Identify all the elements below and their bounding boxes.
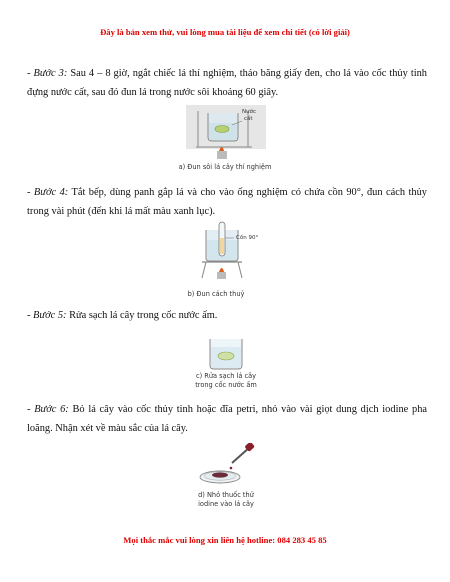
figure-rinsing-leaf bbox=[206, 337, 246, 371]
footer-hotline bbox=[0, 535, 450, 545]
water-label-1: Nước bbox=[242, 109, 256, 115]
figure-iodine-dropping bbox=[196, 443, 260, 487]
figure-c-caption-2: trong cốc nước ấm bbox=[195, 381, 257, 389]
footer-prefix: Mọi thắc mắc vui lòng xin liên hệ hotline: bbox=[123, 535, 278, 545]
preview-notice: Đây là bản xem thử, vui lòng mua tài liệu để xem chi tiết (có lời giải) bbox=[100, 27, 350, 37]
figure-water-bath bbox=[198, 220, 258, 282]
figure-c-caption-1: c) Rửa sạch lá cây bbox=[195, 372, 257, 380]
step-3-label: - Bước 3: bbox=[27, 68, 68, 79]
step-6-text: Bỏ lá cây vào cốc thủy tinh hoặc đĩa petri, nhỏ vào vài giọt dung dịch iodine pha loãng. Nhận xét về màu sắc của lá cây. bbox=[27, 404, 427, 434]
figure-b-caption: b) Đun cách thuỷ bbox=[187, 290, 245, 298]
step-6-label: - Bước 6: bbox=[27, 404, 69, 415]
step-4-text: Tắt bếp, dùng panh gắp lá và cho vào ống nghiệm có chứa cồn 90°, đun cách thủy trong vài phút (đến khi lá mất màu xanh lục). bbox=[27, 187, 427, 217]
step-6 bbox=[27, 400, 427, 438]
figure-d-caption-1: d) Nhỏ thuốc thử bbox=[198, 491, 254, 499]
step-3-text: Sau 4 – 8 giờ, ngắt chiếc lá thí nghiệm, tháo băng giấy đen, cho lá vào cốc thủy tinh đựng nước cất, sau đó đun lá trong nước sôi khoảng 60 giây. bbox=[27, 68, 427, 98]
figure-boiling-leaf bbox=[186, 105, 266, 167]
figure-d-caption-2: iodine vào lá cây bbox=[198, 500, 254, 508]
step-4-label: - Bước 4: bbox=[27, 187, 69, 198]
footer-phone: 084 283 45 85 bbox=[277, 535, 327, 545]
step-4 bbox=[27, 183, 427, 221]
alcohol-label: Cồn 90° bbox=[236, 235, 259, 241]
step-5-text: Rửa sạch lá cây trong cốc nước ấm. bbox=[66, 310, 218, 321]
step-3 bbox=[27, 64, 427, 102]
step-5-label: - Bước 5: bbox=[27, 310, 67, 321]
step-5 bbox=[27, 306, 427, 325]
water-label-2: cất bbox=[244, 116, 253, 122]
figure-a-caption: a) Đun sôi lá cây thí nghiệm bbox=[178, 163, 272, 171]
